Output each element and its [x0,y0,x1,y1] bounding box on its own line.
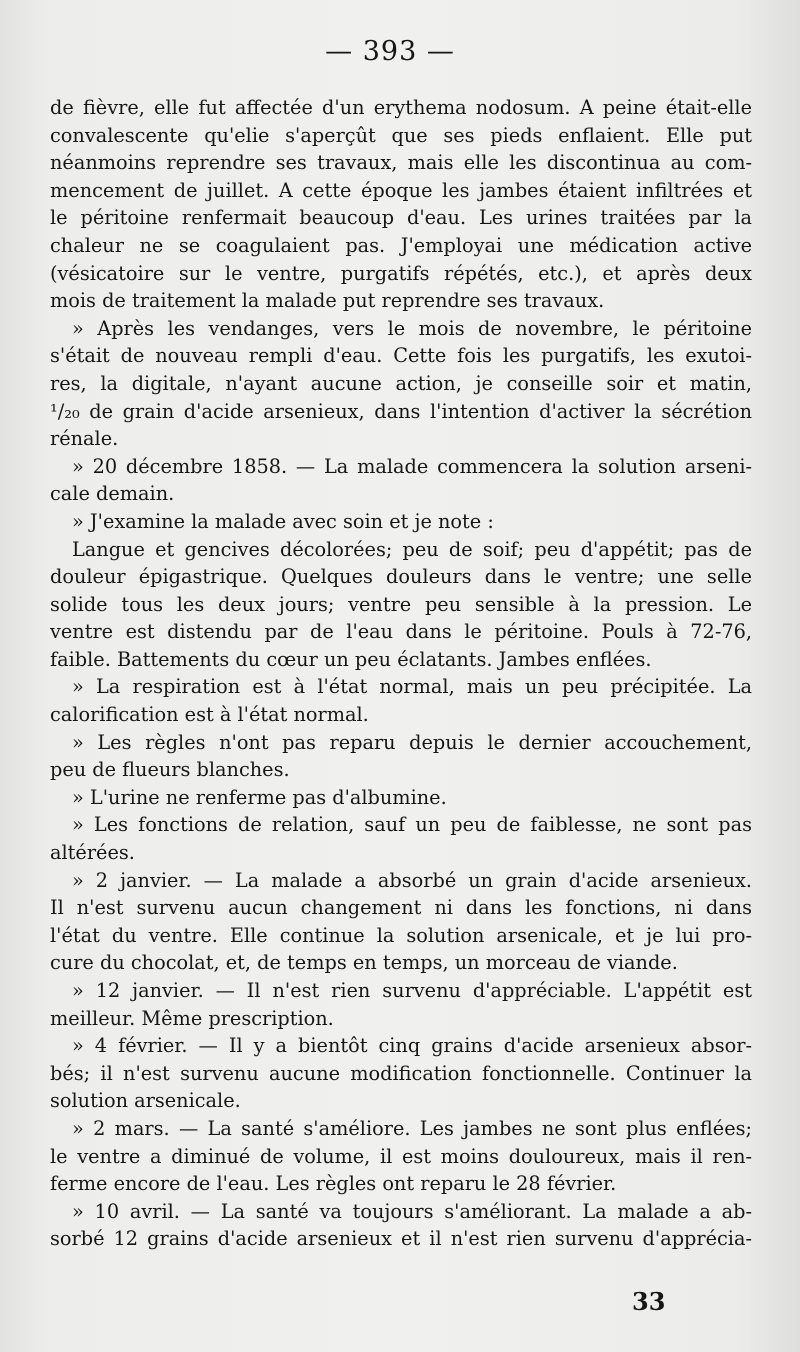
text-line: convalescente qu'elie s'aperçût que ses pieds enflaient. Elle put [50,123,752,147]
text-line: » Les fonctions de relation, sauf un peu de faiblesse, ne sont pas [72,813,752,837]
text-line: ¹/₂₀ de grain d'acide arsenieux, dans l'intention d'activer la sécrétion [50,399,752,423]
text-line: » 12 janvier. — Il n'est rien survenu d'appréciable. L'appétit est [72,979,752,1002]
text-line: » 2 mars. — La santé s'améliore. Les jambes ne sont plus enflées; [72,1116,752,1140]
page-text-body [50,94,752,1253]
text-line: res, la digitale, n'ayant aucune action, je conseille soir et matin, [50,371,752,395]
text-line: solide tous les deux jours; ventre peu sensible à la pression. Le [50,592,752,616]
text-line: faible. Battements du cœur un peu éclatants. Jambes enflées. [50,647,652,671]
text-line: sorbé 12 grains d'acide arsenieux et il n'est rien survenu d'apprécia- [50,1227,752,1251]
text-line: solution arsenicale. [50,1089,241,1113]
text-line: de fièvre, elle fut affectée d'un erythema nodosum. A peine était-elle [50,96,752,119]
text-line: l'état du ventre. Elle continue la solution arsenicale, et je lui pro- [50,923,752,947]
text-line: » J'examine la malade avec soin et je note : [72,509,494,533]
text-line: rénale. [50,427,119,451]
text-line: » 10 avril. — La santé va toujours s'améliorant. La malade a ab- [72,1199,752,1223]
text-line: » Les règles n'ont pas reparu depuis le dernier accouchement, [72,730,752,754]
text-line: le péritoine renfermait beaucoup d'eau. Les urines traitées par la [50,206,752,230]
page-number: — 393 — [325,36,455,67]
text-line: » 2 janvier. — La malade a absorbé un grain d'acide arsenieux. [72,868,752,892]
text-line: cale demain. [50,482,175,506]
text-line: ferme encore de l'eau. Les règles ont reparu le 28 février. [50,1172,617,1196]
text-line: » L'urine ne renferme pas d'albumine. [72,785,447,809]
text-line: altérées. [50,841,135,865]
text-line: » 20 décembre 1858. — La malade commencera la solution arseni- [72,454,752,478]
text-line: néanmoins reprendre ses travaux, mais elle les discontinua au com- [50,151,752,175]
text-line: (vésicatoire sur le ventre, purgatifs répétés, etc.), et après deux [50,261,752,285]
text-line: mencement de juillet. A cette époque les jambes étaient infiltrées et [50,178,752,202]
text-line: Il n'est survenu aucun changement ni dans les fonctions, ni dans [50,896,752,920]
text-line: cure du chocolat, et, de temps en temps, un morceau de viande. [50,951,678,975]
text-line: le ventre a diminué de volume, il est moins douloureux, mais il ren- [50,1144,752,1168]
text-line: » Après les vendanges, vers le mois de novembre, le péritoine [72,316,752,340]
text-line: bés; il n'est survenu aucune modification fonctionnelle. Continuer la [50,1061,752,1085]
text-line: chaleur ne se coagulaient pas. J'employai une médication active [50,233,752,257]
text-line: douleur épigastrique. Quelques douleurs dans le ventre; une selle [50,565,752,589]
signature-mark: 33 [632,1287,666,1316]
text-line: » La respiration est à l'état normal, mais un peu précipitée. La [72,675,752,699]
text-line: mois de traitement la malade put reprendre ses travaux. [50,289,605,313]
text-line: meilleur. Même prescription. [50,1006,334,1030]
text-line: peu de flueurs blanches. [50,758,290,782]
text-line: calorification est à l'état normal. [50,703,369,727]
text-line: s'était de nouveau rempli d'eau. Cette fois les purgatifs, les exutoi- [50,344,752,368]
text-line: ventre est distendu par de l'eau dans le péritoine. Pouls à 72-76, [50,620,752,644]
text-line: Langue et gencives décolorées; peu de soif; peu d'appétit; pas de [72,537,752,561]
text-line: » 4 février. — Il y a bientôt cinq grains d'acide arsenieux absor- [72,1034,752,1058]
